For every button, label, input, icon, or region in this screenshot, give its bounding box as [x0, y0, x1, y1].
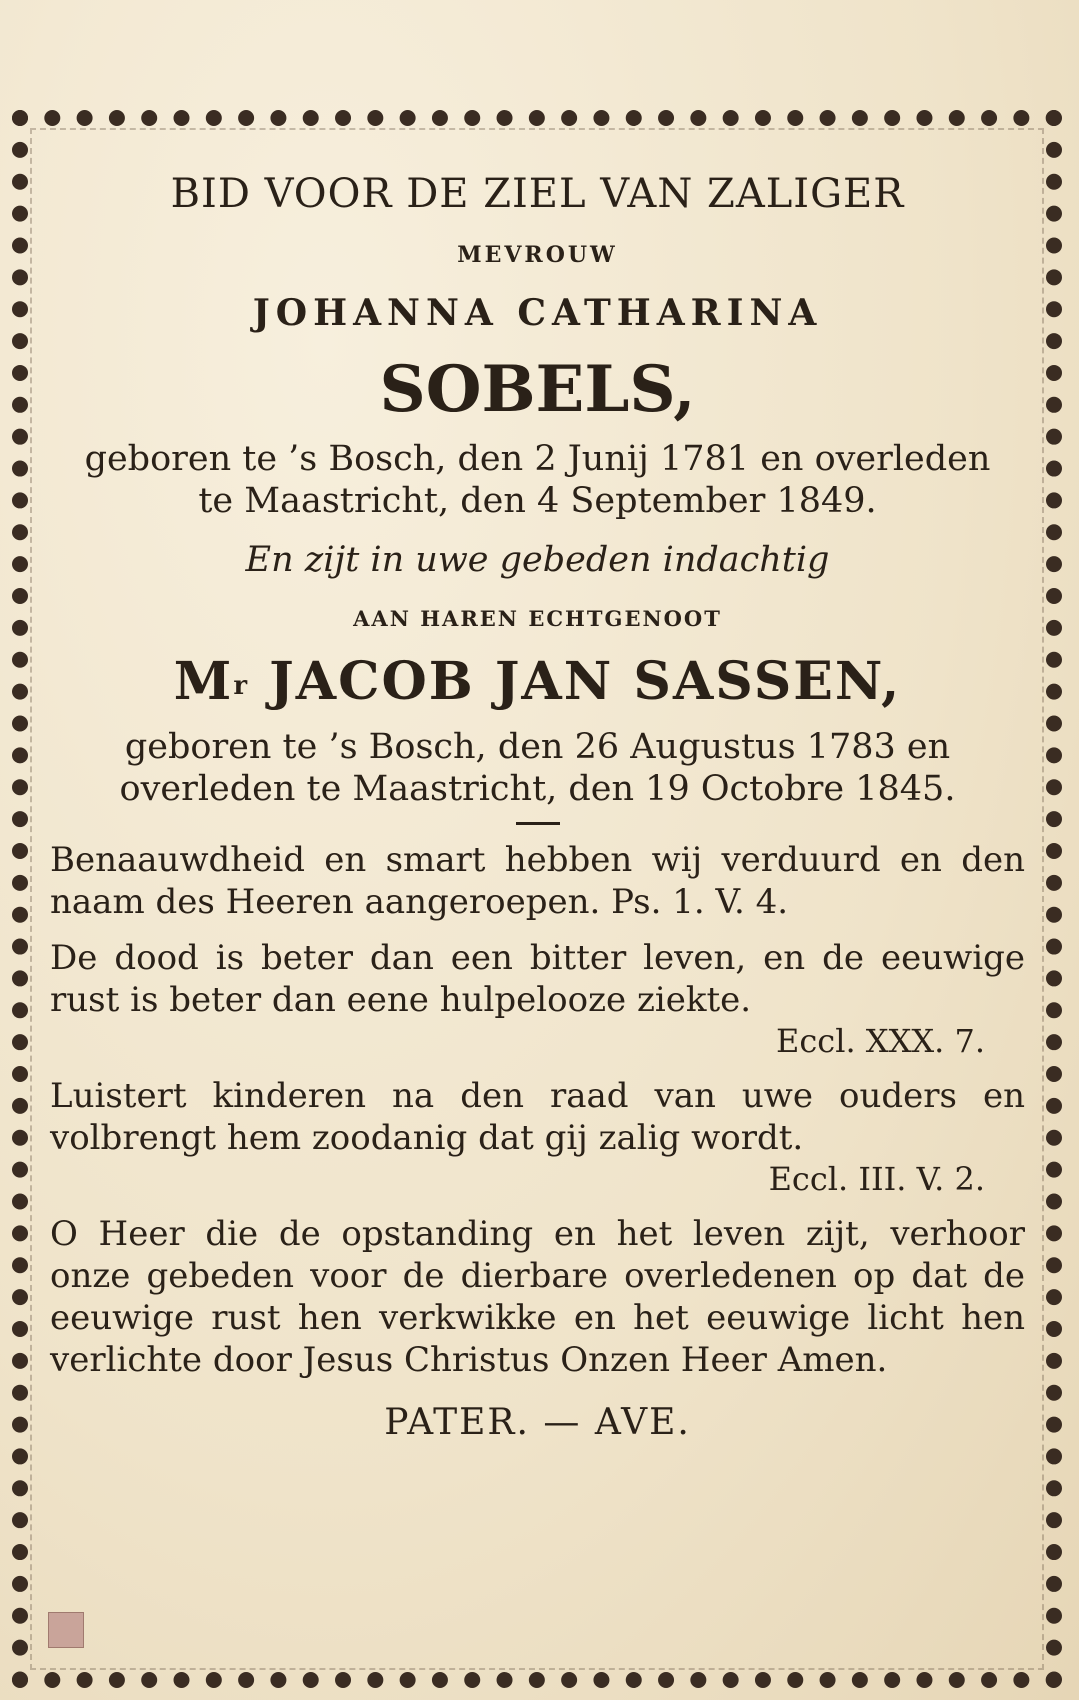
- verse-3: Luistert kinderen na den raad van uwe ouders en volbrengt hem zoodanig dat gij zalig wordt.: [50, 1076, 1025, 1158]
- verse-1: Benaauwdheid en smart hebben wij verduurd en den naam des Heeren aangeroepen. Ps. 1. V. 4.: [50, 840, 1025, 922]
- collection-stamp-icon: [48, 1612, 84, 1648]
- spouse-dates-line-2: overleden te Maastricht, den 19 Octobre 1845.: [119, 769, 956, 809]
- spouse-title: M: [173, 651, 234, 712]
- deceased-surname: SOBELS,: [379, 352, 696, 427]
- verse-2: De dood is beter dan een bitter leven, en de eeuwige rust is beter dan eene hulpelooze ziekte.: [50, 938, 1025, 1020]
- spouse-title-sup: r: [233, 671, 250, 701]
- spouse-name-line: [50, 650, 1025, 714]
- honorific: MEVROUW: [457, 242, 618, 268]
- prayer-heading: BID VOOR DE ZIEL VAN ZALIGER: [170, 171, 905, 217]
- spouse-dates: [50, 726, 1025, 810]
- verse-3-reference: Eccl. III. V. 2.: [768, 1160, 985, 1198]
- verse-2-reference: Eccl. XXX. 7.: [776, 1022, 985, 1060]
- spouse-name: JACOB JAN SASSEN,: [269, 651, 902, 712]
- deceased-dates-line-1: geboren te ’s Bosch, den 2 Junij 1781 en overleden: [84, 439, 991, 479]
- spouse-dates-line-1: geboren te ’s Bosch, den 26 Augustus 1783 en: [124, 727, 951, 767]
- verse-4: O Heer die de opstanding en het leven zijt, verhoor onze gebeden voor de dierbare overledenen op dat de eeuwige rust hen verkwikke en het eeuwige licht hen verlichte door Jesus Christus Onzen Heer Amen.: [50, 1214, 1025, 1380]
- closing-prayer: PATER. — AVE.: [384, 1402, 691, 1443]
- deceased-dates: [50, 438, 1025, 522]
- deceased-dates-line-2: te Maastricht, den 4 September 1849.: [198, 481, 877, 521]
- card-text: [50, 170, 1025, 1445]
- remember-line: En zijt in uwe gebeden indachtig: [245, 540, 830, 580]
- deceased-first-names: JOHANNA CATHARINA: [252, 292, 823, 334]
- divider-dash: [516, 822, 560, 825]
- spouse-intro: AAN HAREN ECHTGENOOT: [353, 606, 722, 631]
